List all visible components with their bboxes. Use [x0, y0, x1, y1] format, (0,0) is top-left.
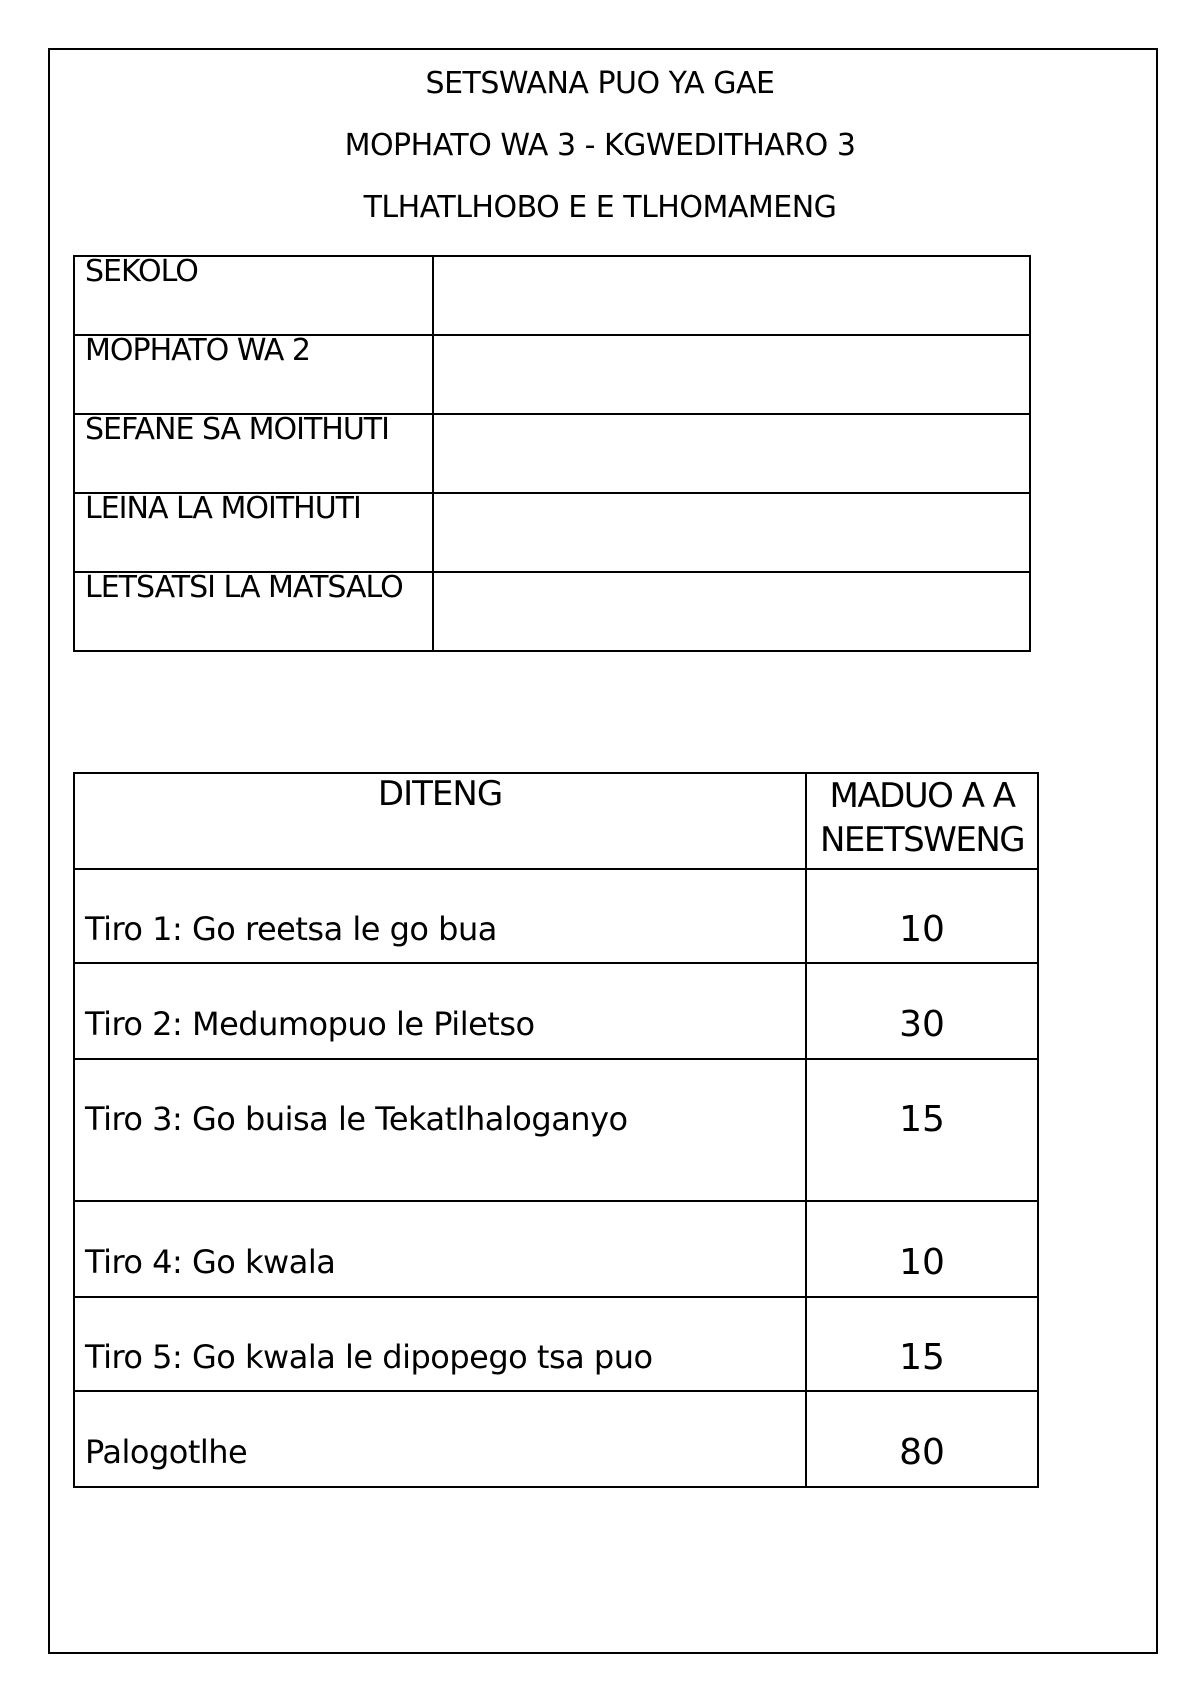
- task-label: Tiro 3: Go buisa le Tekatlhaloganyo: [74, 1059, 806, 1201]
- task-marks: 10: [806, 1201, 1038, 1297]
- info-field-school[interactable]: [433, 256, 1030, 335]
- task-marks: 30: [806, 963, 1038, 1059]
- marks-table: [73, 772, 1039, 1488]
- marks-header-row: [74, 773, 1038, 869]
- info-row-school: [74, 256, 1030, 335]
- info-label-grade: MOPHATO WA 2: [74, 335, 433, 414]
- info-label-birthdate: LETSATSI LA MATSALO: [74, 572, 433, 651]
- table-row: [74, 1201, 1038, 1297]
- info-row-grade: [74, 335, 1030, 414]
- table-row: [74, 869, 1038, 963]
- info-label-surname: SEFANE SA MOITHUTI: [74, 414, 433, 493]
- task-label: Tiro 2: Medumopuo le Piletso: [74, 963, 806, 1059]
- assessment-title: TLHATLHOBO E E TLHOMAMENG: [363, 190, 837, 225]
- task-marks: 15: [806, 1297, 1038, 1391]
- total-label: Palogotlhe: [74, 1391, 806, 1487]
- table-row: [74, 1297, 1038, 1391]
- column-header-marks: [806, 773, 1038, 869]
- task-marks: 15: [806, 1059, 1038, 1201]
- table-row: [74, 963, 1038, 1059]
- info-field-grade[interactable]: [433, 335, 1030, 414]
- column-header-marks-line2: NEETSWENG: [819, 820, 1025, 860]
- column-header-marks-line1: MADUO A A: [829, 776, 1015, 816]
- task-marks: 10: [806, 869, 1038, 963]
- info-label-school: SEKOLO: [74, 256, 433, 335]
- subject-title: SETSWANA PUO YA GAE: [425, 66, 775, 101]
- info-label-name: LEINA LA MOITHUTI: [74, 493, 433, 572]
- info-field-birthdate[interactable]: [433, 572, 1030, 651]
- task-label: Tiro 5: Go kwala le dipopego tsa puo: [74, 1297, 806, 1391]
- learner-info-table: [73, 255, 1031, 652]
- info-field-surname[interactable]: [433, 414, 1030, 493]
- info-row-surname: [74, 414, 1030, 493]
- total-row: [74, 1391, 1038, 1487]
- task-label: Tiro 4: Go kwala: [74, 1201, 806, 1297]
- table-row: [74, 1059, 1038, 1201]
- grade-term-title: MOPHATO WA 3 - KGWEDITHARO 3: [344, 128, 856, 163]
- total-marks: 80: [806, 1391, 1038, 1487]
- task-label: Tiro 1: Go reetsa le go bua: [74, 869, 806, 963]
- column-header-task: DITENG: [74, 773, 806, 869]
- info-row-birthdate: [74, 572, 1030, 651]
- info-row-name: [74, 493, 1030, 572]
- info-field-name[interactable]: [433, 493, 1030, 572]
